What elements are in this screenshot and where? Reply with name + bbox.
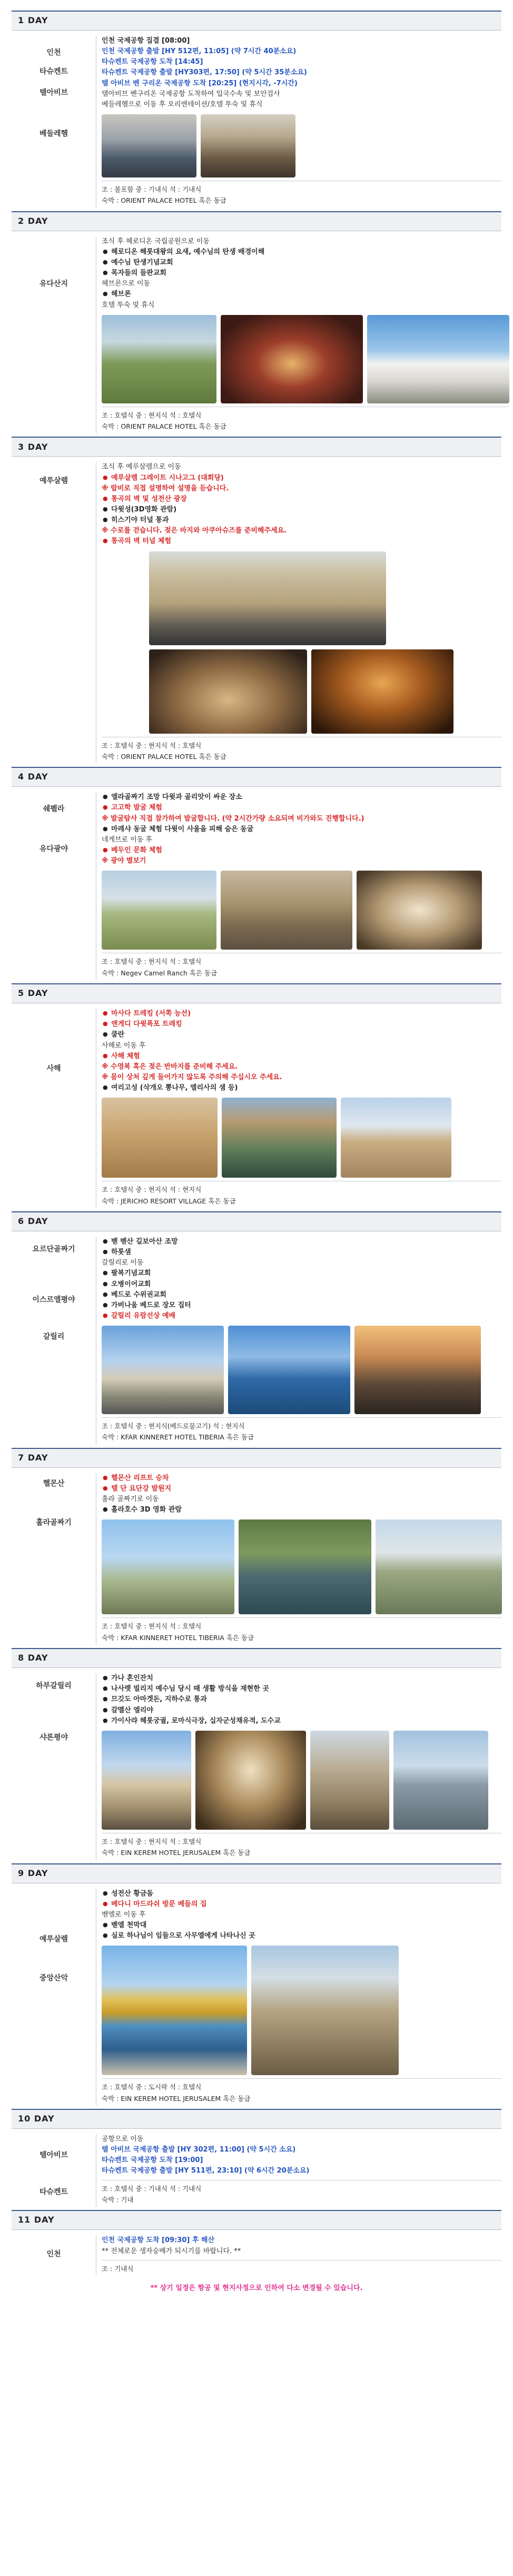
schedule-line: ● 하롯샘	[102, 1247, 501, 1258]
tour-photo	[102, 1519, 234, 1614]
schedule-line: 타슈켄트 국제공항 도착 [14:45]	[102, 58, 203, 66]
schedule-line: ● 성전산 황금돔	[102, 1889, 501, 1899]
schedule-line: ● 실로 하나님이 임들으로 사무엘에게 나타나신 곳	[102, 1931, 501, 1941]
schedule-content	[96, 792, 501, 980]
schedule-line: ● 고고학 발굴 체험	[102, 803, 501, 813]
city-column	[12, 36, 96, 208]
schedule-line: ● 헬몬산 리프트 승차	[102, 1473, 502, 1484]
schedule-content	[96, 1009, 501, 1208]
city-label: 유다산지	[39, 279, 68, 288]
schedule-line: 조식 후 헤로디온 국립공원으로 이동	[102, 237, 210, 245]
hotel-info: 숙박 : ORIENT PALACE HOTEL 혹은 동급	[102, 752, 226, 761]
footer-note: ** 상기 일정은 항공 및 현지사정으로 인하여 다소 변경될 수 있습니다.	[150, 2284, 363, 2293]
day-label: 5 DAY	[18, 988, 48, 999]
day-label: 8 DAY	[18, 1653, 48, 1663]
city-column	[12, 2235, 96, 2275]
photo-row	[102, 649, 501, 734]
day-body	[12, 2129, 501, 2210]
hotel-info: 숙박 : Negev Camel Ranch 혹은 동급	[102, 969, 218, 977]
photo-row	[102, 114, 501, 177]
city-column	[12, 462, 96, 764]
tour-photo	[393, 1731, 488, 1830]
schedule-content	[96, 462, 501, 764]
meal-info: 조 : 호텔식 중 : 현지식(베드로물고기) 석 : 현지식	[102, 1417, 501, 1432]
city-column	[12, 1889, 96, 2106]
schedule-content	[96, 1473, 502, 1645]
city-label: 하부갈릴리	[36, 1682, 72, 1691]
day-label: 1 DAY	[18, 15, 48, 26]
day-header	[12, 2109, 501, 2129]
day-label: 6 DAY	[18, 1216, 48, 1227]
photo-row	[102, 1519, 502, 1614]
day-label: 2 DAY	[18, 215, 48, 226]
schedule-line: 타슈켄트 국제공항 출발 [HY 511편, 23:10] (약 6시간 20분소요)	[102, 2167, 310, 2175]
schedule-content	[96, 2235, 501, 2275]
schedule-line: ● 갈릴리 유람선상 예배	[102, 1311, 501, 1321]
city-column	[12, 1009, 96, 1208]
tour-photo	[341, 1098, 451, 1178]
schedule-line: ● 여리고성 (삭개오 뽕나무, 엘리사의 샘 등)	[102, 1083, 501, 1093]
schedule-line: ● 예수님 탄생기념교회	[102, 258, 509, 268]
hotel-info: 숙박 : KFAR KINNERET HOTEL TIBERIA 혹은 동급	[102, 1633, 254, 1642]
schedule-line: 타슈켄트 국제공항 도착 [19:00]	[102, 2156, 203, 2165]
schedule-line: ● 쿰란	[102, 1030, 501, 1040]
hotel-info: 숙박 : 기내	[102, 2195, 134, 2204]
meal-info: 조 : 호텔식 중 : 현지식 석 : 호텔식	[102, 1833, 501, 1848]
schedule-content	[96, 2134, 501, 2207]
tour-photo	[201, 114, 295, 177]
day-body	[12, 787, 501, 983]
schedule-line: 훌라 골짜기로 이동	[102, 1495, 159, 1504]
city-label: 샤론평야	[39, 1733, 68, 1742]
city-column	[12, 792, 96, 980]
city-label: 예루살렘	[39, 1935, 68, 1943]
tour-photo	[102, 1731, 191, 1830]
day-block-9	[12, 1863, 501, 2109]
city-column	[12, 236, 96, 434]
meal-info: 조 : 호텔식 중 : 기내식 석 : 기내식	[102, 2180, 501, 2195]
schedule-content	[96, 236, 509, 434]
schedule-line: 조식 후 예루살렘으로 이동	[102, 463, 181, 471]
tour-photo	[102, 1946, 247, 2075]
tour-photo	[149, 551, 386, 645]
tour-photo	[239, 1519, 371, 1614]
schedule-line: 타슈켄트 국제공항 출발 [HY303편, 17:50] (약 5시간 35분소요)	[102, 68, 307, 77]
day-header	[12, 1211, 501, 1231]
city-label: 타슈켄트	[39, 67, 68, 76]
meal-info: 조 : 기내식	[102, 2260, 501, 2275]
tour-photo	[367, 315, 509, 403]
schedule-line: ● 통곡의 벽 및 성전산 광장	[102, 494, 501, 505]
schedule-content	[96, 36, 501, 208]
schedule-line: ※ 몸이 상처 깊게 들어가지 않도록 주의해 주십시오 주세요.	[102, 1073, 282, 1081]
day-header	[12, 983, 501, 1003]
hotel-info: 숙박 : ORIENT PALACE HOTEL 혹은 동급	[102, 422, 226, 431]
schedule-content	[96, 1237, 501, 1445]
tour-photo	[354, 1326, 481, 1414]
day-block-11	[12, 2210, 501, 2278]
day-body	[12, 457, 501, 767]
day-header	[12, 1863, 501, 1883]
city-column	[12, 1237, 96, 1445]
schedule-line: ※ 수로를 걷습니다. 젖은 바지와 아쿠아슈즈를 준비해주세요.	[102, 527, 287, 535]
day-block-8	[12, 1648, 501, 1863]
meal-info: 조 : 호텔식 중 : 현지식 석 : 현지식	[102, 1181, 501, 1196]
tour-photo	[310, 1731, 389, 1830]
day-label: 3 DAY	[18, 441, 48, 452]
tour-photo	[221, 871, 352, 950]
schedule-line: ● 예루살렘 그레이트 시나고그 (대회당)	[102, 473, 501, 483]
day-body	[12, 231, 501, 437]
schedule-line: ● 목자들의 들판교회	[102, 268, 509, 279]
city-column	[12, 1473, 96, 1645]
schedule-line: ● 헤브론	[102, 289, 509, 300]
schedule-line: 텔 아비브 국제공항 출발 [HY 302편, 11:00] (약 5시간 소요)	[102, 2146, 296, 2154]
day-header	[12, 2210, 501, 2230]
city-label: 텔아비브	[39, 2151, 68, 2160]
city-label: 텔아비브	[39, 88, 68, 97]
tour-photo	[102, 114, 196, 177]
day-body	[12, 1231, 501, 1448]
city-label: 헬몬산	[43, 1479, 65, 1488]
schedule-line: ● 엔게디 다윗폭포 트레킹	[102, 1019, 501, 1030]
day-label: 7 DAY	[18, 1452, 48, 1463]
tour-photo	[357, 871, 482, 950]
meal-info: 조 : 호텔식 중 : 도시락 석 : 호텔식	[102, 2078, 501, 2093]
hotel-info: 숙박 : KFAR KINNERET HOTEL TIBERIA 혹은 동급	[102, 1433, 254, 1442]
day-label: 9 DAY	[18, 1868, 48, 1878]
tour-photo	[228, 1326, 350, 1414]
day-block-4	[12, 767, 501, 983]
city-label: 예루살렘	[39, 477, 68, 486]
schedule-line: ● 사해 체험	[102, 1051, 501, 1062]
tour-photo	[251, 1946, 399, 2075]
schedule-line: 헤브론으로 이동	[102, 280, 151, 288]
day-header	[12, 11, 501, 31]
day-body	[12, 1003, 501, 1211]
hotel-info: 숙박 : EIN KEREM HOTEL JERUSALEM 혹은 동급	[102, 1849, 251, 1857]
schedule-line: ● 헤로디온 해롯대왕의 요새, 예수님의 탄생 배경이해	[102, 247, 509, 258]
meal-info: 조 : 호텔식 중 : 현지식 석 : 호텔식	[102, 407, 509, 421]
photo-row	[102, 315, 509, 403]
hotel-info: 숙박 : JERICHO RESORT VILLAGE 혹은 동급	[102, 1197, 236, 1205]
schedule-line: ● 마사다 트레킹 (서쪽 능선)	[102, 1009, 501, 1019]
tour-photo	[149, 649, 307, 734]
schedule-line: ● 엘라골짜기 조망 다윗과 골리앗이 싸운 장소	[102, 792, 501, 803]
tour-photo	[102, 1326, 224, 1414]
schedule-line: ● 팔복기념교회	[102, 1268, 501, 1279]
city-label: 쉐펠라	[43, 805, 65, 814]
schedule-line: ● 벧엘 천막대	[102, 1920, 501, 1931]
day-body	[12, 1468, 501, 1648]
schedule-line: ● 가버나움 베드로 장모 집터	[102, 1300, 501, 1311]
photo-row	[102, 1731, 501, 1830]
schedule-line: ※ 발굴탐사 직접 참가하여 발굴합니다. (약 2시간가량 소요되며 비가와도 진행합니다.)	[102, 814, 364, 823]
day-block-1	[12, 11, 501, 211]
tour-photo	[222, 1098, 337, 1178]
schedule-line: ● 벧 벧산 길보아산 조망	[102, 1237, 501, 1247]
schedule-line: ● 베드로 수위권교회	[102, 1290, 501, 1300]
schedule-line: 텔 아비브 벤 구리온 국제공항 도착 [20:25] (현지시각, -7시간)	[102, 79, 298, 87]
meal-info: 조 : 호텔식 중 : 현지식 석 : 호텔식	[102, 737, 501, 752]
schedule-content	[96, 1889, 501, 2106]
schedule-line: ● 베다니 마드라쉬 방문 베들의 집	[102, 1899, 501, 1910]
schedule-line: 호텔 투숙 및 휴식	[102, 301, 155, 309]
schedule-line: ** 전체로운 생자숭배가 되시기를 바랍니다. **	[102, 2247, 241, 2255]
schedule-line: 텔아비브 벤구리온 국제공항 도착하여 입국수속 및 보안검사	[102, 90, 280, 98]
schedule-line: ● 오병이어교회	[102, 1279, 501, 1290]
city-label: 요르단골짜기	[32, 1245, 75, 1254]
schedule-line: ● 나사렛 빌리지 예수님 당시 때 생활 방식을 재현한 곳	[102, 1684, 501, 1694]
schedule-line: 갈릴리로 이동	[102, 1259, 144, 1267]
city-label: 유다광야	[39, 845, 68, 854]
hotel-info: 숙박 : ORIENT PALACE HOTEL 혹은 동급	[102, 196, 226, 205]
city-label: 사해	[46, 1064, 61, 1073]
schedule-line: 인천 국제공항 출발 [HY 512편, 11:05] (약 7시간 40분소요)	[102, 47, 297, 56]
photo-row	[102, 551, 501, 645]
schedule-line: 사해로 이동 후	[102, 1041, 146, 1050]
day-header	[12, 1448, 501, 1468]
day-block-7	[12, 1448, 501, 1648]
day-header	[12, 211, 501, 231]
city-label: 이스르엘평야	[32, 1295, 75, 1304]
city-label: 베들레헴	[39, 130, 68, 138]
tour-photo	[102, 871, 216, 950]
schedule-line: ※ 랍비로 직접 설명하여 설명을 듣습니다.	[102, 484, 229, 492]
day-block-10	[12, 2109, 501, 2210]
schedule-line: 벧엘로 이동 후	[102, 1910, 146, 1919]
day-header	[12, 767, 501, 787]
photo-row	[102, 1946, 501, 2075]
day-label: 4 DAY	[18, 772, 48, 782]
day-label: 11 DAY	[18, 2215, 55, 2225]
schedule-line: ● 베두인 문화 체험	[102, 845, 501, 856]
city-column	[12, 1673, 96, 1860]
schedule-line: ● 통곡의 벽 터널 체험	[102, 536, 501, 547]
schedule-line: ※ 광야 별보기	[102, 857, 146, 865]
city-column	[12, 2134, 96, 2207]
day-header	[12, 1648, 501, 1668]
schedule-line: ● 므깃도 아마겟돈, 지하수로 통과	[102, 1694, 501, 1705]
tour-photo	[376, 1519, 502, 1614]
schedule-line: ● 갈멜산 엘리야	[102, 1705, 501, 1716]
city-label: 인천	[46, 48, 61, 57]
schedule-line: 네게브로 이동 후	[102, 835, 153, 844]
tour-photo	[221, 315, 363, 403]
tour-photo	[102, 315, 216, 403]
schedule-line: ● 마레샤 동굴 체험 다윗이 사울을 피해 숨은 동굴	[102, 824, 501, 835]
photo-row	[102, 871, 501, 950]
tour-photo	[102, 1098, 218, 1178]
schedule-content	[96, 1673, 501, 1860]
schedule-line: 베들레헴으로 이동 후 오리엔테이션/호텔 투숙 및 휴식	[102, 100, 263, 108]
schedule-line: ● 히스기야 터널 통과	[102, 515, 501, 526]
schedule-line: 인천 국제공항 집결 [08:00]	[102, 37, 190, 45]
city-label: 타슈켄트	[39, 2188, 68, 2197]
day-body	[12, 1668, 501, 1863]
schedule-line: ● 텔 단 요단강 발원지	[102, 1484, 502, 1494]
schedule-line: ● 가나 혼인잔치	[102, 1673, 501, 1684]
city-label: 인천	[46, 2250, 61, 2259]
schedule-line: 공항으로 이동	[102, 2135, 144, 2144]
schedule-line: ※ 수영복 혹은 젖은 반바지를 준비해 주세요.	[102, 1062, 238, 1071]
photo-row	[102, 1098, 501, 1178]
meal-info: 조 : 불포함 중 : 기내식 석 : 기내식	[102, 181, 501, 195]
day-block-3	[12, 437, 501, 767]
schedule-line: ● 훌라호수 3D 영화 관람	[102, 1505, 502, 1515]
day-body	[12, 31, 501, 211]
city-label: 중앙산악	[39, 1973, 68, 1982]
schedule-line: ● 다윗성(3D영화 관람)	[102, 505, 501, 515]
day-body	[12, 2230, 501, 2278]
day-header	[12, 437, 501, 457]
day-body	[12, 1883, 501, 2109]
meal-info: 조 : 호텔식 중 : 현지식 석 : 호텔식	[102, 1617, 502, 1632]
day-block-5	[12, 983, 501, 1211]
day-block-2	[12, 211, 501, 437]
hotel-info: 숙박 : EIN KEREM HOTEL JERUSALEM 혹은 동급	[102, 2094, 251, 2103]
meal-info: 조 : 호텔식 중 : 현지식 석 : 호텔식	[102, 953, 501, 968]
city-label: 갈릴리	[43, 1332, 65, 1341]
tour-photo	[311, 649, 453, 734]
city-label: 훌라골짜기	[36, 1518, 72, 1527]
day-block-6	[12, 1211, 501, 1448]
schedule-line: 인천 국제공항 도착 [09:30] 후 해산	[102, 2236, 215, 2245]
photo-row	[102, 1326, 501, 1414]
schedule-line: ● 가이사랴 헤롯궁궐, 로마식극장, 십자군성채유적, 도수교	[102, 1716, 501, 1726]
day-label: 10 DAY	[18, 2114, 55, 2124]
tour-photo	[195, 1731, 306, 1830]
